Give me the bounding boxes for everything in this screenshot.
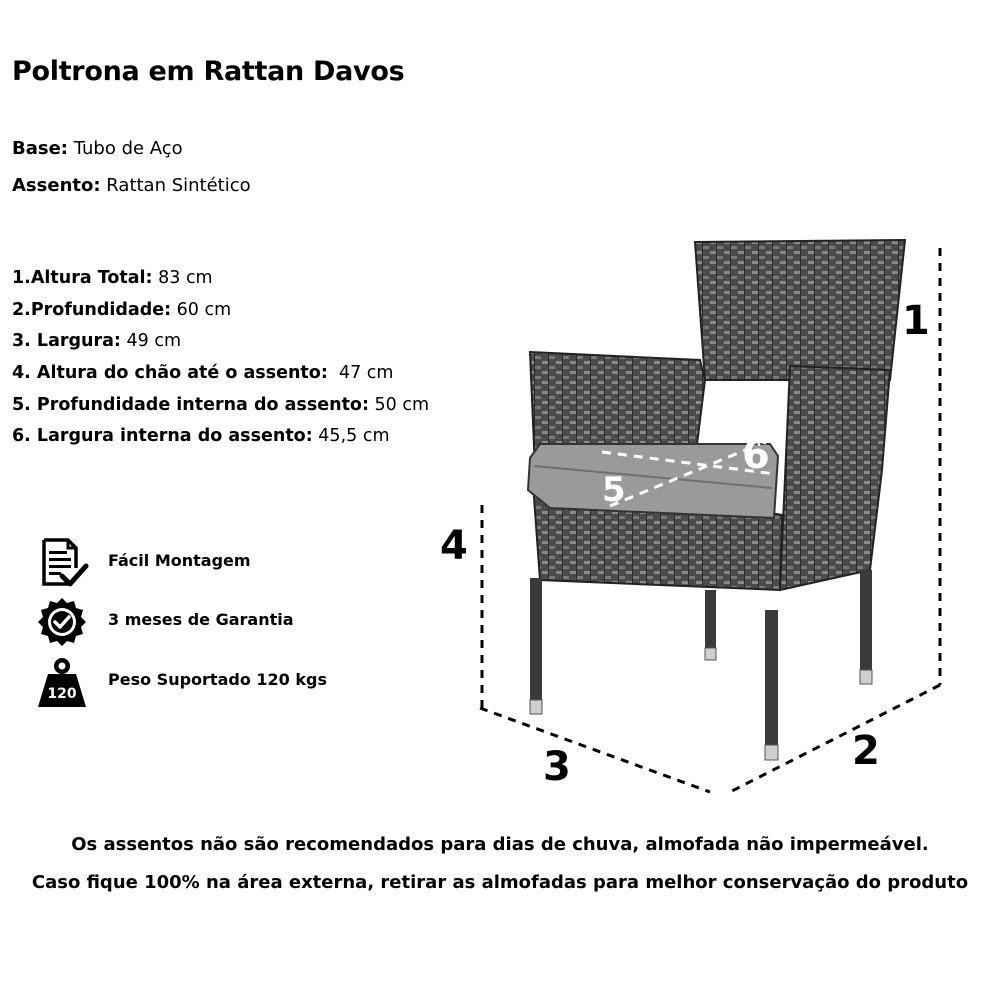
dimension-label-3: 3 (543, 744, 571, 790)
dimension-label-4: 4 (440, 523, 468, 569)
dimension-label-6: 6 (742, 432, 770, 478)
weight-icon (38, 657, 92, 707)
spec-value: 83 cm (158, 268, 213, 288)
material-base-value: Tubo de Aço (73, 138, 183, 159)
spec-value: 49 cm (126, 331, 182, 351)
chair-right-arm (780, 366, 890, 590)
feature-label: Peso Suportado 120 kgs (108, 670, 327, 689)
spec-label: 6. Largura interna do assento: (12, 426, 313, 446)
weight-icon-text: 120 (47, 686, 77, 702)
chair-leg-back-left (705, 590, 716, 650)
dimension-label-2: 2 (852, 728, 880, 774)
care-note-rain: Os assentos não são recomendados para dias de chuva, almofada não impermeável. (71, 834, 929, 855)
seat-cushion (528, 444, 778, 518)
feature-easy-assembly (38, 538, 338, 588)
spec-value: 50 cm (374, 395, 430, 415)
dimension-label-1: 1 (902, 298, 930, 344)
care-note-outdoor: Caso fique 100% na área externa, retirar as almofadas para melhor conservação do produto (31, 872, 969, 893)
spec-value: 45,5 cm (318, 426, 390, 446)
feature-label: Fácil Montagem (108, 551, 251, 570)
material-seat (12, 175, 251, 196)
product-title: Poltrona em Rattan Davos (12, 56, 405, 87)
warranty-badge-icon (38, 597, 92, 647)
chair-leg-front-left (530, 578, 542, 700)
feature-weight-capacity (38, 657, 338, 707)
material-base-label: Base: (12, 138, 68, 159)
spec-label: 4. Altura do chão até o assento: (12, 363, 328, 383)
spec-seat-height (12, 363, 393, 383)
spec-value: 60 cm (176, 300, 232, 320)
spec-width (12, 331, 181, 351)
material-seat-label: Assento: (12, 175, 101, 196)
feature-label: 3 meses de Garantia (108, 610, 294, 629)
material-seat-value: Rattan Sintético (106, 175, 251, 196)
spec-value: 47 cm (338, 363, 394, 383)
spec-label: 3. Largura: (12, 331, 121, 351)
feature-warranty (38, 597, 338, 647)
chair-backrest (695, 240, 905, 380)
spec-seat-depth (12, 395, 429, 415)
material-base (12, 138, 183, 159)
spec-label: 2.Profundidade: (12, 300, 172, 320)
dimension-label-5: 5 (602, 470, 626, 510)
chair-leg-back-right (860, 570, 872, 670)
spec-depth (12, 300, 231, 320)
spec-seat-width (12, 426, 390, 446)
spec-label: 1.Altura Total: (12, 268, 153, 288)
spec-label: 5. Profundidade interna do assento: (12, 395, 369, 415)
spec-total-height (12, 268, 213, 288)
chair-leg-front-right (765, 610, 778, 750)
checklist-icon (38, 538, 92, 588)
